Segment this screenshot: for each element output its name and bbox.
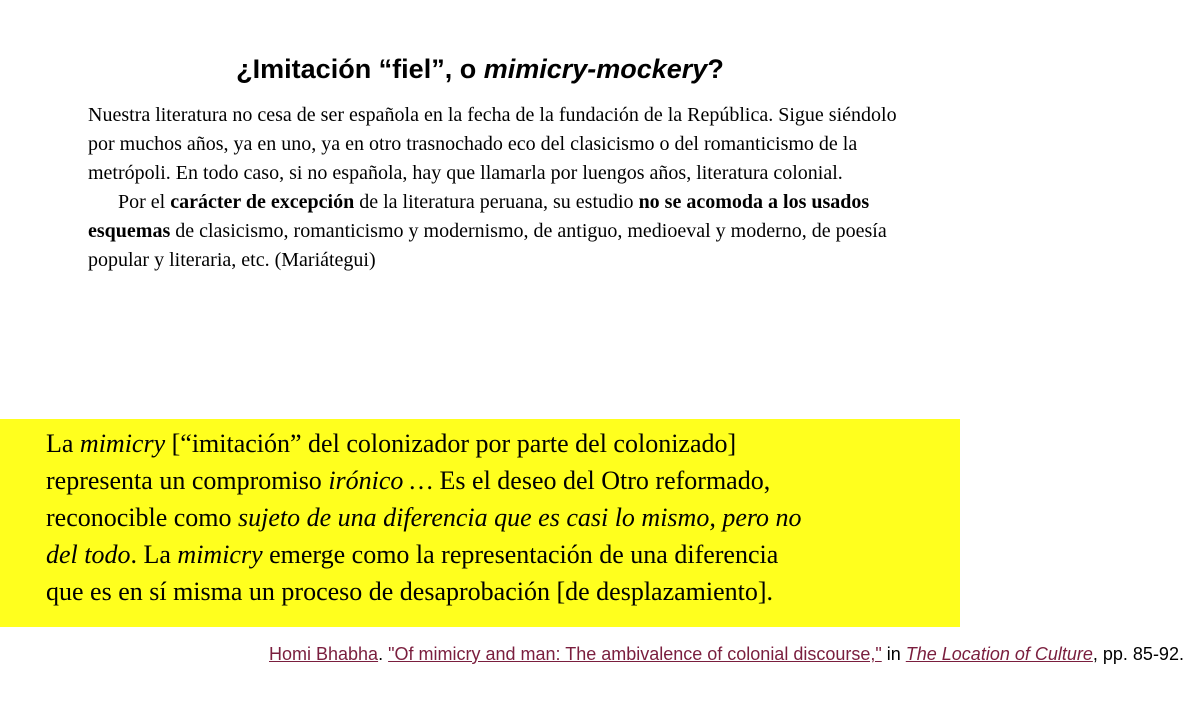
quote-p2-bold-1: carácter de excepción — [170, 191, 355, 213]
quote-p2-text-b: de la literatura peruana, su estudio — [354, 191, 639, 213]
book-link[interactable]: The Location of Culture — [905, 644, 1093, 664]
quote-p2-text-a: Por el — [118, 191, 171, 213]
quote-p2-bold-2: no se acomoda a los usados esquemas — [88, 191, 870, 242]
bhabha-l5: que es en sí misma un proceso de desaprobación [de desplazamiento]. — [46, 577, 774, 606]
article-link[interactable]: "Of mimicry and man: The ambivalence of colonial discourse," — [388, 644, 882, 664]
citation-in: in — [881, 644, 906, 664]
author-link[interactable]: Homi Bhabha — [269, 644, 379, 664]
title-part2: ? — [707, 54, 724, 85]
bhabha-l3-italic: sujeto de una diferencia que es casi lo mismo, pero no — [238, 503, 802, 532]
bhabha-l3-a: reconocible como — [46, 503, 239, 532]
quote-paragraph-2 — [88, 188, 900, 275]
quote-p2-text-c: de clasicismo, romanticismo y modernismo, de antiguo, medioeval y moderno, de poesía popular y literaria, etc. (Mariátegui) — [88, 220, 887, 271]
bhabha-l4-italic: del todo — [46, 540, 131, 569]
bhabha-l4-italic-2: mimicry — [177, 540, 263, 569]
mariategui-quote — [88, 101, 900, 275]
slide-title — [0, 54, 960, 85]
citation — [269, 641, 1184, 668]
bhabha-l4-a: . La — [130, 540, 178, 569]
quote-paragraph-1: Nuestra literatura no cesa de ser española en la fecha de la fundación de la República. Sigue siéndolo por muchos años, ya en uno, ya en otro trasnochado eco del clasicismo o del romanticismo de la metrópoli. En todo caso, si no española, hay que llamarla por luengos años, literatura colonial. — [88, 104, 897, 184]
bhabha-l1-a: La — [46, 429, 80, 458]
bhabha-l4-b: emerge como la representación de una diferencia — [262, 540, 779, 569]
bhabha-l1-b: [“imitación” del colonizador por parte del colonizado] — [165, 429, 737, 458]
citation-pages: , pp. 85-92. — [1092, 644, 1184, 664]
bhabha-l1-italic: mimicry — [79, 429, 166, 458]
bhabha-quote — [46, 425, 946, 610]
bhabha-l2-italic: irónico … — [328, 466, 434, 495]
bhabha-l2-b: Es el deseo del Otro reformado, — [433, 466, 771, 495]
title-part1: ¿Imitación “fiel”, o — [236, 54, 484, 85]
citation-sep: . — [378, 644, 389, 664]
bhabha-l2-a: representa un compromiso — [46, 466, 329, 495]
title-italic: mimicry-mockery — [483, 54, 708, 85]
